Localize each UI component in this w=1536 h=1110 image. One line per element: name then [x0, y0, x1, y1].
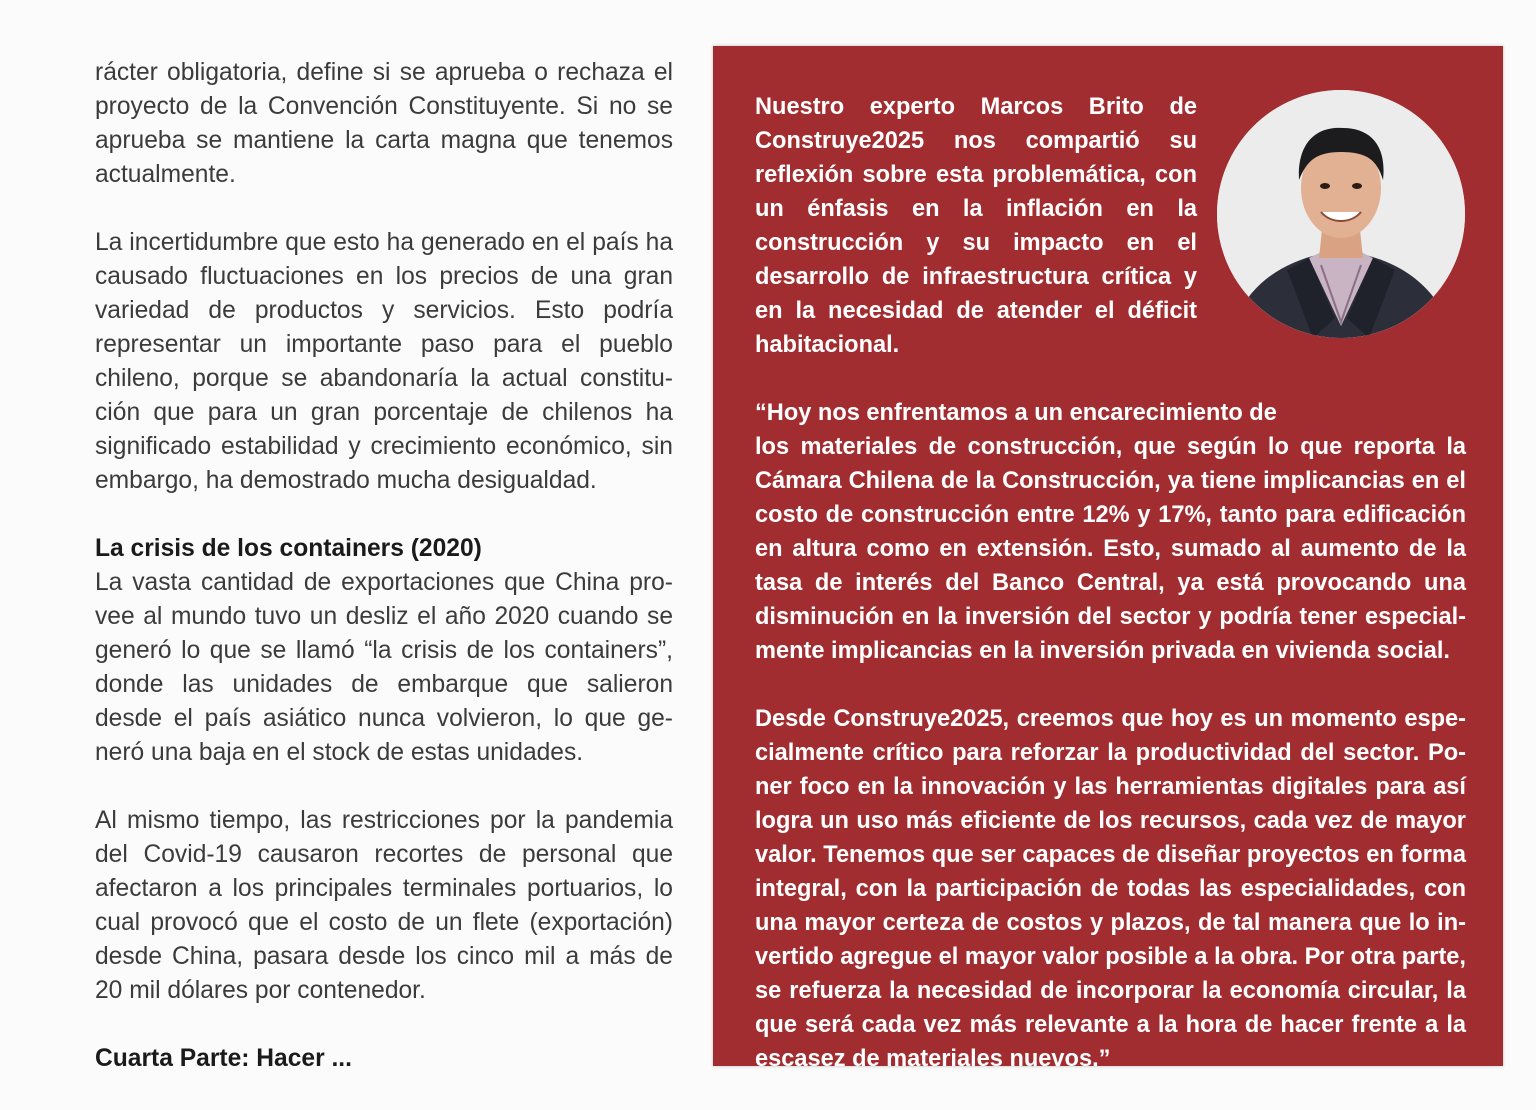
article-paragraph: rácter obligatoria, define si se aprueba o rechaza el proyecto de la Convención Constituyente. Si no se aprueba se mantiene la carta magna que tenemos actualmente. — [95, 59, 673, 188]
article-left-column — [95, 56, 673, 1076]
section-heading: La crisis de los containers (2020) — [95, 535, 482, 562]
article-paragraph: Al mismo tiempo, las restricciones por la pandemia del Covid-19 causaron recortes de personal que afectaron a los principales terminales portuarios, lo cual provocó que el costo de un flete (exportación) desde China, pasara desde los cinco mil a más de 20 mil dólares por contenedor. — [95, 807, 673, 1004]
article-paragraph: La vasta cantidad de exportaciones que China provee al mundo tuvo un desliz el año 2020 cuando se generó lo que se llamó “la crisis de los containers”, donde las unidades de embarque que salieron desde el país asiático nunca volvieron, lo que generó una baja en el stock de estas unidades. — [95, 569, 673, 766]
article-paragraph: La incertidumbre que esto ha generado en el país ha causado fluctuaciones en los precios de una gran variedad de productos y servicios. Esto podría representar un importante paso para el pueblo chileno, porque se abandonaría la actual constitución que para un gran porcentaje de chilenos ha significado estabilidad y crecimiento económico, sin embargo, ha demostrado mucha desigualdad. — [95, 229, 673, 494]
expert-quote-text — [755, 90, 1466, 1110]
quote-paragraph: los materiales de construcción, que según lo que reporta la Cámara Chilena de la Construcción, ya tiene implicancias en el costo de construcción entre 12% y 17%, tanto para edificación en altura como en extensión. Esto, sumado al aumento de la tasa de interés del Banco Central, ya está provocando una disminución en la inversión del sector y podría tener especialmente implicancias en la inversión privada en vivienda social. — [755, 434, 1466, 664]
expert-intro: Nuestro experto Marcos Brito de Construye2025 nos compartió su reflexión sobre esta problemática, con un énfasis en la inflación en la construcción y su impacto en el desarrollo de infraestructura crítica y en la necesidad de atender el déficit habitacional. — [755, 94, 1197, 358]
expert-quote-box — [713, 46, 1503, 1072]
closing-paragraph: Desde Construye2025, creemos que hoy es un momento especialmente crítico para reforzar la productividad del sector. Poner foco en la innovación y las herramientas digitales para así logra un uso más eficiente de los recursos, cada vez de mayor valor. Tenemos que ser capaces de diseñar proyectos en forma integral, con la participación de todas las especialidades, con una mayor certeza de costos y plazos, de tal manera que lo invertido agregue el mayor valor posible a la obra. Por otra parte, se refuerza la necesidad de incorporar la economía circular, la que será cada vez más relevante a la hora de hacer frente a la escasez de materiales nuevos.” — [755, 706, 1466, 1072]
quote-first-line: “Hoy nos enfrentamos a un encarecimiento de — [755, 400, 1277, 426]
next-section-heading: Cuarta Parte: Hacer ... — [95, 1045, 352, 1072]
